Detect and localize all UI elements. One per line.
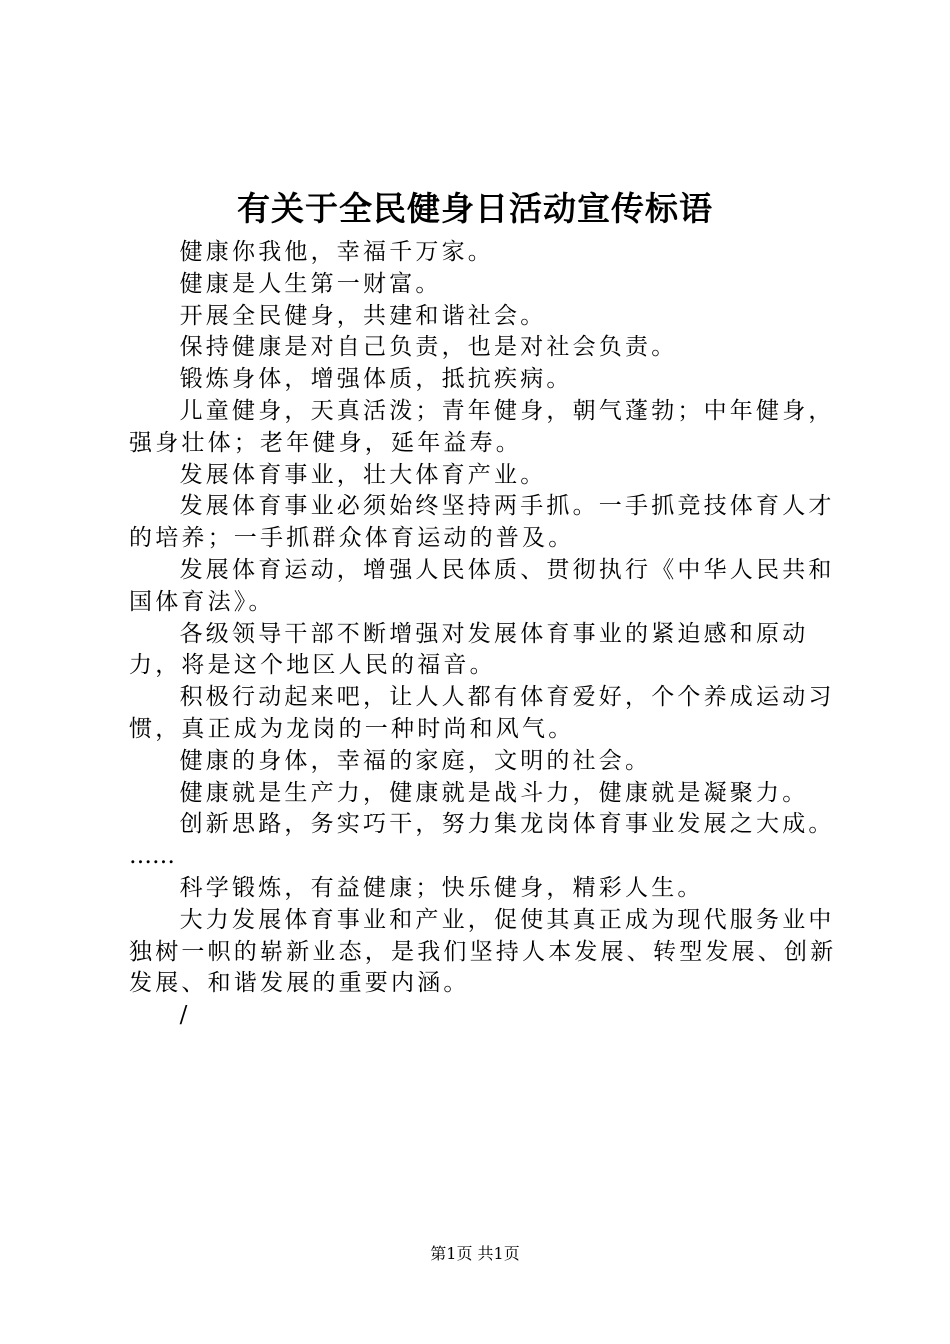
document-title: 有关于全民健身日活动宣传标语 (237, 189, 713, 228)
slogan-paragraph: 开展全民健身，共建和谐社会。 (179, 302, 547, 329)
slogan-paragraph: 科学锻炼，有益健康；快乐健身，精彩人生。 (179, 874, 704, 901)
slogan-paragraph: 发展体育事业必须始终坚持两手抓。一手抓竞技体育人才的培养；一手抓群众体育运动的普及。 (129, 493, 835, 552)
slogan-paragraph: 健康是人生第一财富。 (179, 270, 442, 297)
slogan-paragraph: 健康你我他，幸福千万家。 (179, 239, 494, 265)
slogan-paragraph: 健康就是生产力，健康就是战斗力，健康就是凝聚力。 (179, 779, 809, 806)
slogan-paragraph: 儿童健身，天真活泼；青年健身，朝气蓬勃；中年健身，强身壮体；老年健身，延年益寿。 (129, 397, 835, 456)
slogan-paragraph: 发展体育运动，增强人民体质、贯彻执行《中华人民共和国体育法》。 (129, 556, 835, 615)
slogan-paragraph: 各级领导干部不断增强对发展体育事业的紧迫感和原动力，将是这个地区人民的福音。 (129, 620, 809, 679)
trailing-slash-line: / (179, 1002, 191, 1029)
slogan-paragraph: 保持健康是对自己负责，也是对社会负责。 (179, 334, 678, 361)
slogan-paragraph: 锻炼身体，增强体质，抵抗疾病。 (179, 366, 573, 393)
slogan-paragraph: 积极行动起来吧，让人人都有体育爱好，个个养成运动习惯，真正成为龙岗的一种时尚和风气。 (129, 684, 835, 742)
ellipsis-line: …… (129, 843, 175, 870)
slogan-paragraph: 健康的身体，幸福的家庭，文明的社会。 (179, 747, 652, 774)
slogan-paragraph: 大力发展体育事业和产业，促使其真正成为现代服务业中独树一帜的崭新业态，是我们坚持人本发展、转型发展、创新发展、和谐发展的重要内涵。 (129, 906, 837, 997)
slogan-paragraph: 发展体育事业，壮大体育产业。 (179, 461, 547, 488)
document-body (129, 237, 841, 1032)
slogan-paragraph: 创新思路，务实巧干，努力集龙岗体育事业发展之大成。 (179, 811, 835, 838)
page-number-footer: 第1页 共1页 (430, 1244, 520, 1263)
